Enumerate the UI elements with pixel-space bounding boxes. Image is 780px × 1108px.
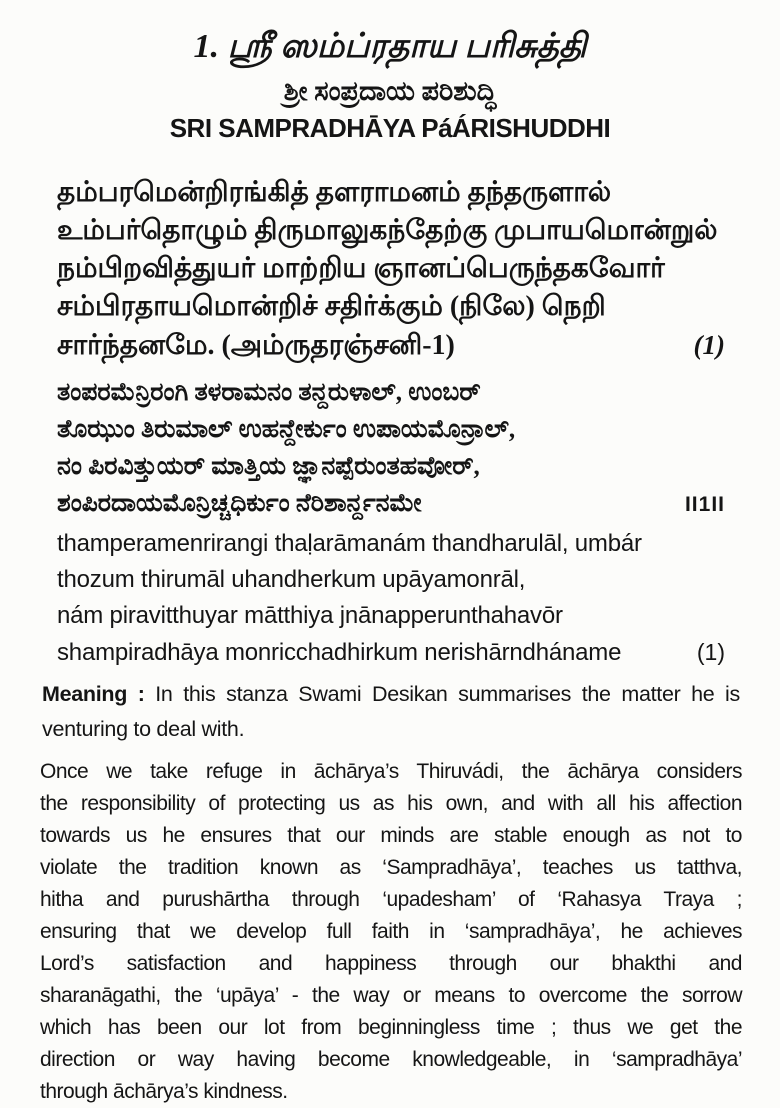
kannada-verse-line-4	[57, 485, 725, 523]
tamil-verse-line-4: சம்பிரதாயமொன்றிச் சதிர்க்கும் (நிலே) நெறி	[57, 291, 606, 322]
commentary-line-2: the responsibility of protecting us as his own, and with all his affection	[40, 792, 742, 815]
tamil-verse-line-1: தம்பரமென்றிரங்கித் தளராமனம் தந்தருளால்	[57, 177, 612, 208]
tamil-verse-line-5	[57, 326, 725, 365]
meaning-text: In this stanza Swami Desikan summarises the matter he is venturing to deal with.	[42, 682, 740, 741]
transliteration-line-4-text: shampiradhāya monricchadhirkum nerishārndháname	[57, 639, 622, 666]
commentary-line-3: towards us he ensures that our minds are stable enough as not to	[40, 824, 742, 847]
tamil-verse-line-2: உம்பர்தொழும் திருமாலுகந்தேற்கு முபாயமொன்றுல்	[57, 215, 718, 246]
tamil-verse-line-5-text: சார்ந்தனமே. (அம்ருதரஞ்சனி-1)	[57, 330, 455, 361]
commentary-line-6: ensuring that we develop full faith in ‘sampradhāya’, he achieves	[40, 920, 742, 943]
chapter-header	[0, 0, 780, 144]
kannada-verse-line-1: ತಂಪರಮೆನ್ರಿರಂಗಿ ತಳರಾಮನಂ ತನ್ದರುಳಾಲ್, ಉಂಬರ್	[57, 379, 481, 406]
transliteration-line-1: thamperamenrirangi thaḷarāmanám thandharulāl, umbár	[57, 530, 642, 557]
meaning-paragraph	[0, 677, 780, 747]
tamil-verse-number: (1)	[693, 330, 725, 360]
commentary-line-4: violate the tradition known as ‘Sampradhāya’, teaches us tatthva,	[40, 856, 742, 879]
chapter-title-kannada: ಶ್ರೀ ಸಂಪ್ರದಾಯ ಪರಿಶುದ್ಧಿ	[283, 76, 497, 106]
commentary-line-11: through āchārya’s kindness.	[40, 1080, 288, 1103]
kannada-verse	[0, 374, 780, 523]
kannada-verse-line-3: ನಂ ಪಿರವಿತ್ತುಯರ್ ಮಾತ್ತಿಯ ಜ್ಞಾನಪ್ಪೆರುಂತಹವೋರ್,	[57, 453, 480, 480]
commentary-paragraph	[0, 756, 780, 1108]
meaning-label: Meaning :	[42, 682, 145, 706]
transliteration-line-2: thozum thirumāl uhandherkum upāyamonrāl,	[57, 566, 526, 593]
commentary-line-1: Once we take refuge in āchārya’s Thiruvádi, the āchārya considers	[40, 760, 742, 783]
transliteration-verse	[0, 526, 780, 671]
transliteration-verse-number: (1)	[696, 639, 725, 665]
commentary-line-7: Lord’s satisfaction and happiness through our bhakthi and	[40, 952, 742, 975]
commentary-line-5: hitha and purushārtha through ‘upadesham’ of ‘Rahasya Traya ;	[40, 888, 742, 911]
chapter-title-tamil: 1. ஸ்ரீ ஸம்ப்ரதாய பரிசுத்தி	[193, 28, 587, 65]
kannada-verse-line-4-text: ಶಂಪಿರದಾಯಮೊನ್ರಿಚ್ಚಧಿರ್ಕುಂ ನೆರಿಶಾರ್ನ್ದನಮೇ	[57, 490, 422, 517]
transliteration-line-3: nám piravitthuyar mātthiya jnānapperunthahavōr	[57, 602, 563, 629]
commentary-line-8: sharanāgathi, the ‘upāya’ - the way or means to overcome the sorrow	[40, 984, 742, 1007]
kannada-verse-line-2: ತೊಝುಂ ತಿರುಮಾಲ್ ಉಹನ್ದೇರ್ಕುಂ ಉಪಾಯಮೊನ್ರಾಲ್,	[57, 416, 516, 443]
tamil-verse	[0, 174, 780, 365]
commentary-line-10: direction or way having become knowledgeable, in ‘sampradhāya’	[40, 1048, 742, 1071]
transliteration-line-4	[57, 634, 725, 671]
kannada-verse-marker: II1II	[684, 493, 725, 516]
tamil-verse-line-3: நம்பிறவித்துயர் மாற்றிய ஞானப்பெருந்தகவோர்	[57, 253, 665, 284]
chapter-title-english: SRI SAMPRADHĀYA PáÁRISHUDDHI	[169, 113, 611, 143]
commentary-line-9: which has been our lot from beginningless time ; thus we get the	[40, 1016, 742, 1039]
